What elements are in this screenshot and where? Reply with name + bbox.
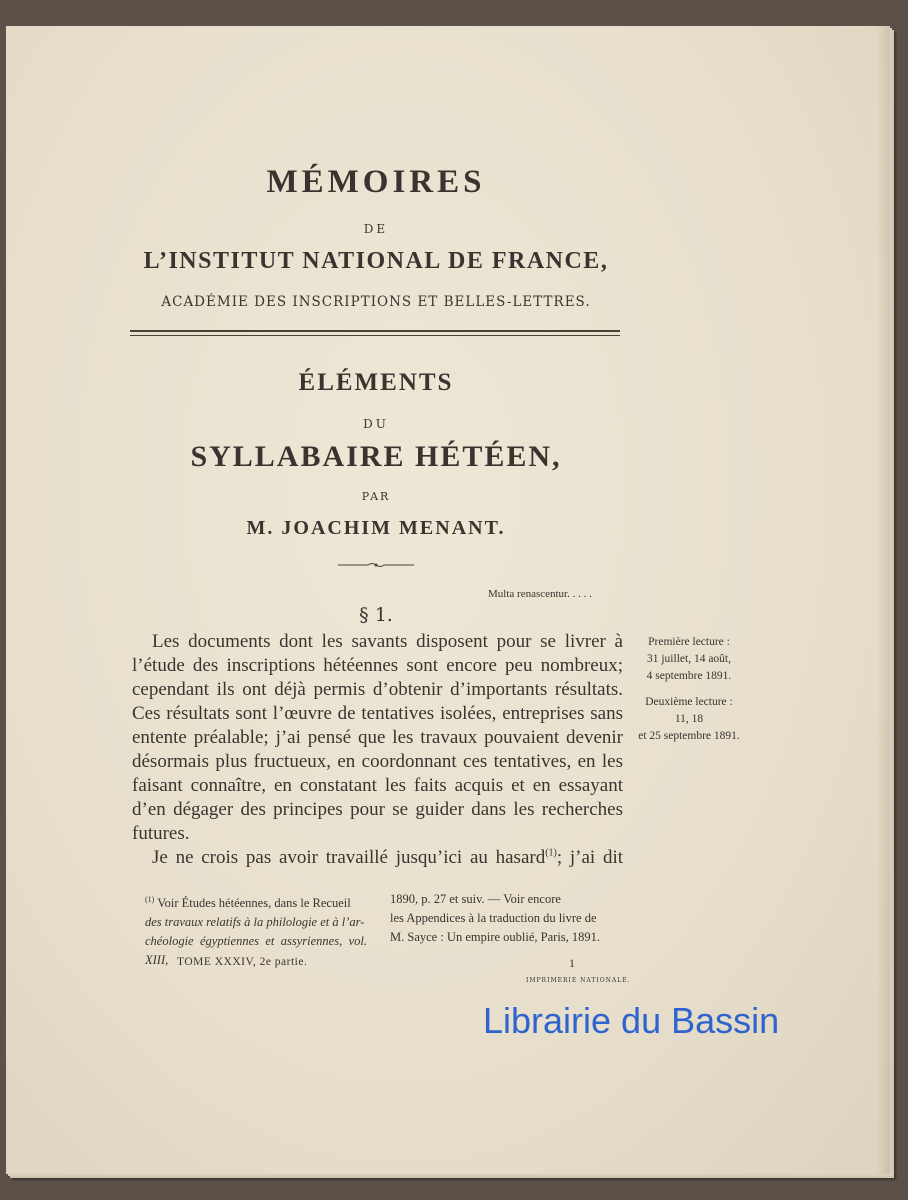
margin-gap [628, 685, 750, 694]
footnote-right-line-1: 1890, p. 27 et suiv. — Voir encore [390, 892, 561, 906]
institution-name: L’INSTITUT NATIONAL DE FRANCE, [143, 248, 609, 274]
academy-name: ACADÉMIE DES INSCRIPTIONS ET BELLES-LETTRES. [161, 294, 591, 310]
margin-notes [628, 634, 750, 745]
body-text [132, 630, 623, 870]
footnote-left-line-2: des travaux relatifs à la philologie et à l’ar- [145, 915, 365, 930]
second-reading-dates-2: et 25 septembre 1891. [638, 730, 740, 742]
memoires-title: MÉMOIRES [266, 164, 486, 200]
first-reading-dates-2: 4 septembre 1891. [646, 670, 732, 682]
ornament-divider [336, 562, 416, 568]
footnote-left-line-3: chéologie égyptiennes et assyriennes, vol. XIII, [145, 934, 367, 968]
second-reading-label: Deuxième lecture : [645, 696, 733, 708]
footnote-left-line-1: Voir Études hétéennes, dans le Recueil [157, 896, 351, 911]
de-connector: DE [363, 222, 389, 236]
printer-imprint: IMPRIMERIE NATIONALE. [526, 977, 631, 984]
signature-mark: 1 [569, 956, 575, 970]
footnote-ref-marker: (1) [545, 847, 557, 859]
section-number: § 1. [359, 604, 393, 626]
footnote-right-line-3: M. Sayce : Un empire oublié, Paris, 1891. [390, 930, 601, 944]
paragraph-1: Les documents dont les savants disposent pour se livrer à l’étude des inscriptions hétéennes sont encore peu nombreux; cependant ils ont déjà permis d’obtenir d’importants résultats. Ces résultats sont l’œuvre de tentatives isolées, entreprises sans entente préalable; j’ai pensé que les travaux pouvaient devenir désormais plus fructueux, en coordonnant ces tentatives, en les faisant connaître, en constatant les faits acquis et en essayant d’en dégager des principes pour se guider dans les recherches futures. [132, 631, 623, 844]
first-reading-dates-1: 31 juillet, 14 août, [646, 653, 731, 665]
paragraph-2-start: Je ne crois pas avoir travaillé jusqu’ici au hasard [152, 847, 546, 868]
paragraph-2 [132, 846, 623, 870]
second-reading-dates-1: 11, 18 [674, 713, 704, 725]
page-edge-shadow [876, 26, 890, 1174]
epigraph: Multa renascentur. . . . . [488, 588, 592, 600]
watermark-text: Librairie du Bassin [483, 1000, 780, 1041]
article-title-elements: ÉLÉMENTS [298, 369, 454, 396]
tome-label: TOME XXXIV, 2e partie. [177, 956, 308, 968]
footnote-right-column [390, 890, 624, 947]
article-title-syllabaire: SYLLABAIRE HÉTÉEN, [190, 440, 562, 473]
double-rule-top [130, 330, 620, 332]
par-connector: PAR [361, 490, 391, 503]
footnote-line [145, 890, 367, 913]
footnote-marker: (1) [145, 895, 155, 904]
du-connector: DU [363, 417, 389, 431]
first-reading-label: Première lecture : [648, 636, 730, 648]
footnote-right-line-2: les Appendices à la traduction du livre de [390, 911, 597, 925]
author-name: M. JOACHIM MENANT. [246, 517, 506, 539]
paragraph-2-end: ; j’ai dit [556, 847, 624, 868]
double-rule-bottom [130, 335, 620, 336]
